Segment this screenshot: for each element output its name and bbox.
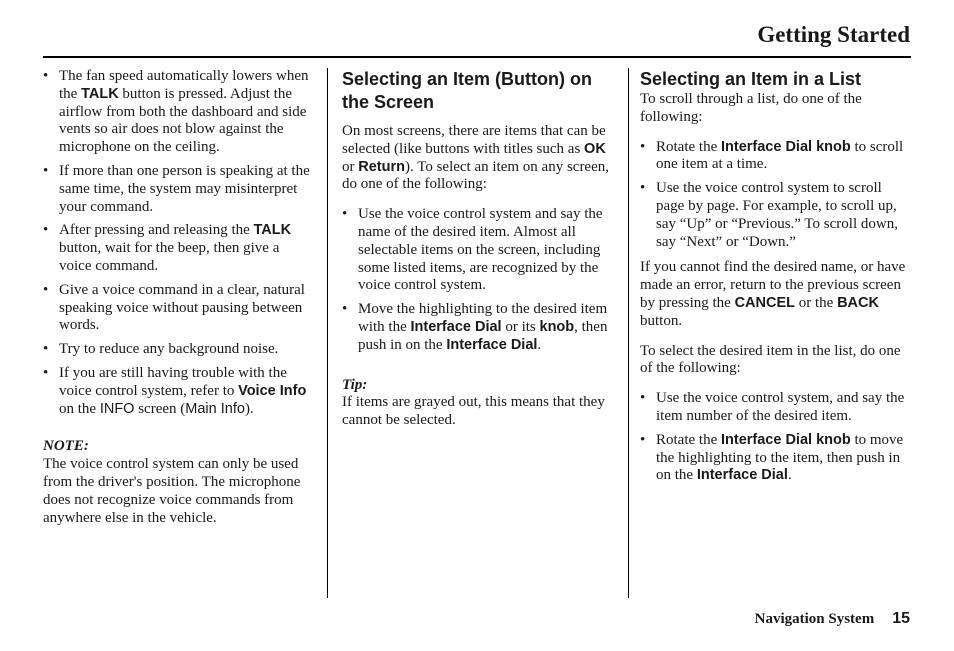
note-text: The voice control system can only be used from the driver's position. The microphone does not recognize voice commands from anywhere else in the vehicle. (43, 456, 301, 526)
page-footer (755, 610, 910, 628)
list-item: • If more than one person is speaking at the same time, the system may misinterpret your command. (43, 163, 315, 216)
list-item: • After pressing and releasing the TALK button, wait for the beep, then give a voice command. (43, 222, 315, 275)
select-options-list (640, 390, 912, 485)
column-left (43, 68, 315, 527)
column-middle (342, 68, 610, 430)
note-label: NOTE: (43, 438, 89, 455)
list-item: • The fan speed automatically lowers when the TALK button is pressed. Adjust the airflow from both the dashboard and side vents so air does not blow against the microphone on the ceiling. (43, 68, 315, 157)
scroll-options-list (640, 139, 912, 252)
note-block (43, 438, 315, 527)
list-item: • If you are still having trouble with the voice control system, refer to Voice Info on the INFO screen (Main Info). (43, 365, 315, 418)
list-item: • Give a voice command in a clear, natural speaking voice without pausing between words. (43, 282, 315, 335)
list-item: • Rotate the Interface Dial knob to scroll one item at a time. (640, 139, 912, 175)
section-heading: Selecting an Item (Button) on the Screen (342, 69, 592, 112)
paragraph: On most screens, there are items that can be selected (like buttons with titles such as OK or Return). To select an item on any screen, do one of the following: (342, 123, 610, 193)
section-heading: Selecting an Item in a List (640, 69, 862, 89)
list-item: • Use the voice control system, and say the item number of the desired item. (640, 390, 912, 426)
tip-text: If items are grayed out, this means that they cannot be selected. (342, 394, 605, 429)
paragraph: To select the desired item in the list, do one of the following: (640, 342, 901, 377)
paragraph: If you cannot find the desired name, or have made an error, return to the previous screen by pressing the CANCEL or the BACK button. (640, 259, 906, 329)
list-item: • Use the voice control system to scroll page by page. For example, to scroll up, say “Up” or “Previous.” To scroll down, say “Next” or “Down.” (640, 180, 912, 251)
list-item: • Try to reduce any background noise. (43, 341, 315, 359)
page-number: 15 (892, 610, 910, 627)
list-item: • Rotate the Interface Dial knob to move the highlighting to the item, then push in on the Interface Dial. (640, 432, 912, 485)
tip-block (342, 377, 610, 430)
column-right (640, 68, 912, 491)
column-divider (628, 68, 629, 598)
footer-label: Navigation System (754, 611, 875, 627)
paragraph: To scroll through a list, do one of the following: (640, 91, 862, 125)
list-item: • Move the highlighting to the desired item with the Interface Dial or its knob, then push in on the Interface Dial. (342, 301, 610, 354)
header-rule (43, 56, 911, 58)
page-title: Getting Started (757, 22, 910, 47)
tip-label: Tip: (342, 376, 368, 393)
tips-list (43, 68, 315, 418)
column-divider (327, 68, 328, 598)
list-item: • Use the voice control system and say the name of the desired item. Almost all selectable items on the screen, including some listed items, are recognized by the voice control system. (342, 206, 610, 295)
options-list (342, 206, 610, 354)
